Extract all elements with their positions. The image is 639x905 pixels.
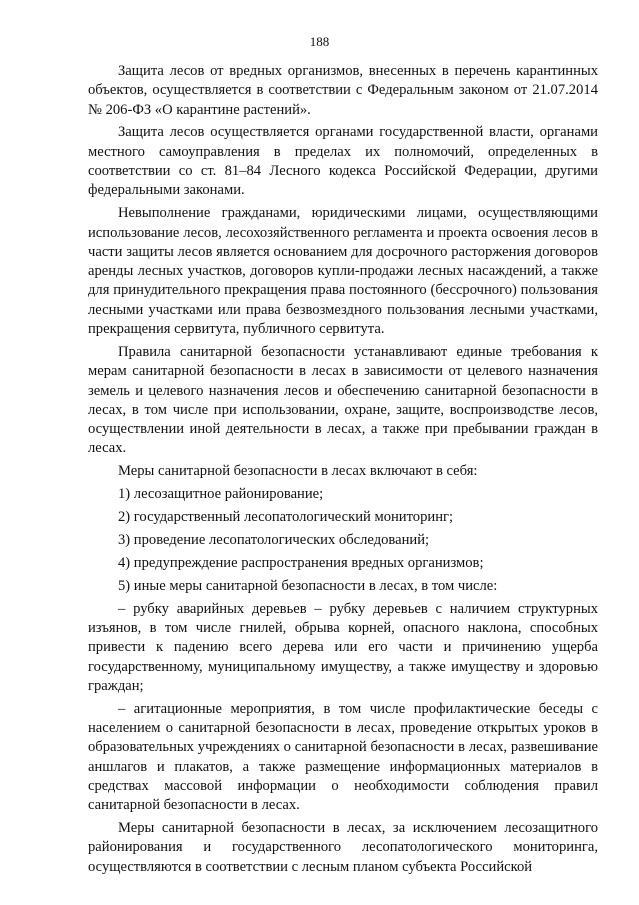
paragraph-measures-intro: Меры санитарной безопасности в лесах включают в себя: (118, 463, 478, 480)
document-body (88, 62, 598, 881)
list-item: 3) проведение лесопатологических обследований; (118, 531, 430, 548)
list-item: 5) иные меры санитарной безопасности в лесах, в том числе: (118, 577, 498, 594)
dash-item-campaign: – агитационные мероприятия, в том числе профилактические беседы с населением о санитарной безопасности в лесах, проведение открытых уроков в образовательных учреждениях о санитарной безопасности в лесах, развешивание аншлагов и плакатов, а также размещение информационных материалов в средствах массовой информации о необходимости соблюдения правил санитарной безопасности в лесах. (88, 700, 598, 814)
paragraph-quarantine: Защита лесов от вредных организмов, внесенных в перечень карантинных объектов, осуществляется в соответствии с Федеральным законом от 21.07.2014 № 206-ФЗ «О карантине растений». (88, 63, 598, 118)
list-item: 4) предупреждение распространения вредных организмов; (118, 554, 484, 571)
page-number: 188 (309, 34, 330, 49)
paragraph-authorities: Защита лесов осуществляется органами государственной власти, органами местного самоуправления в пределах их полномочий, определенных в соответствии со ст. 81–84 Лесного кодекса Российской Федерации, другими федеральными законами. (88, 124, 598, 199)
dash-item-emergency-trees: – рубку аварийных деревьев – рубку деревьев с наличием структурных изъянов, в том числе гнилей, обрыва корней, опасного наклона, способных привести к падению всего дерева или его части и причинению ущерба государственному, муниципальному имуществу, а также имуществу и здоровью граждан; (88, 600, 598, 694)
paragraph-sanitary-rules: Правила санитарной безопасности устанавливают единые требования к мерам санитарной безопасности в лесах в зависимости от целевого назначения земель и целевого назначения лесов и обеспечению санитарной безопасности в лесах, в том числе при использовании, охране, защите, воспроизводстве лесов, осуществлении иной деятельности в лесах, а также при пребывании граждан в лесах. (88, 343, 598, 457)
paragraph-noncompliance: Невыполнение гражданами, юридическими лицами, осуществляющими использование лесов, лесохозяйственного регламента и проекта освоения лесов в части защиты лесов является основанием для досрочного расторжения договоров аренды лесных участков, договоров купли-продажи лесных насаждений, а также для принудительного прекращения права постоянного (бессрочного) пользования лесными участками или права безвозмездного пользования лесными участками, прекращения сервитута, публичного сервитута. (88, 205, 598, 338)
paragraph-final: Меры санитарной безопасности в лесах, за исключением лесозащитного районирования и государственного лесопатологического мониторинга, осуществляются в соответствии с лесным планом субъекта Российской (88, 820, 598, 875)
list-item: 2) государственный лесопатологический мониторинг; (118, 509, 454, 526)
list-item: 1) лесозащитное районирование; (118, 486, 324, 503)
